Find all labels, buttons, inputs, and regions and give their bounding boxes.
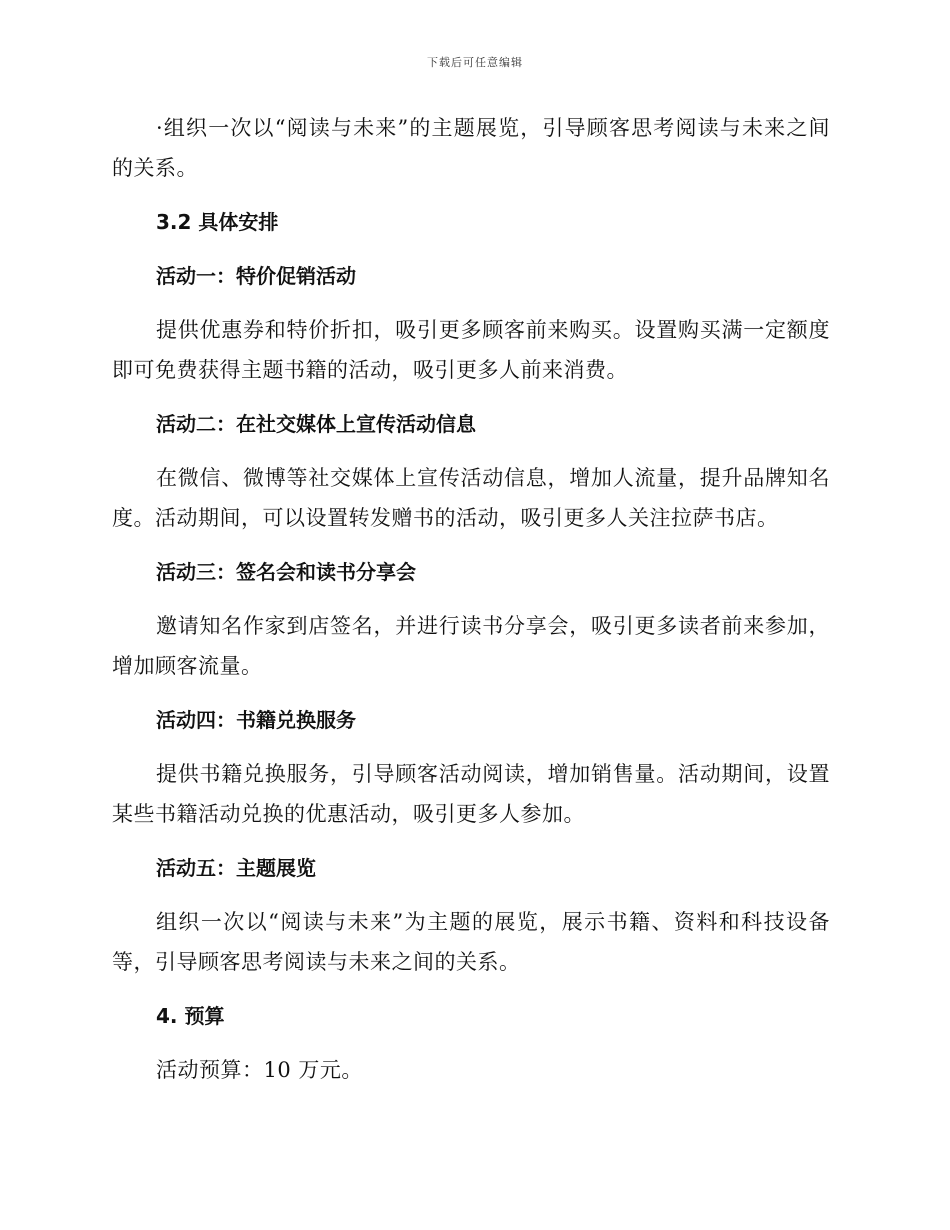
activity-heading-4: 活动四：书籍兑换服务 (156, 708, 356, 732)
document-body (112, 108, 830, 1104)
activity-heading-5: 活动五：主题展览 (156, 856, 316, 880)
budget-paragraph: 活动预算：10 万元。 (156, 1058, 363, 1082)
activity-paragraph-1: 提供优惠券和特价折扣，吸引更多顾客前来购买。设置购买满一定额度即可免费获得主题书籍的活动，吸引更多人前来消费。 (112, 318, 830, 382)
activity-paragraph-3: 邀请知名作家到店签名，并进行读书分享会，吸引更多读者前来参加，增加顾客流量。 (112, 614, 830, 678)
activity-paragraph-4: 提供书籍兑换服务，引导顾客活动阅读，增加销售量。活动期间，设置某些书籍活动兑换的优惠活动，吸引更多人参加。 (112, 762, 830, 826)
activity-heading-1: 活动一：特价促销活动 (156, 264, 356, 288)
activity-heading-3: 活动三：签名会和读书分享会 (156, 560, 416, 584)
activity-paragraph-2: 在微信、微博等社交媒体上宣传活动信息，增加人流量，提升品牌知名度。活动期间，可以设置转发赠书的活动，吸引更多人关注拉萨书店。 (112, 466, 830, 530)
section-heading-arrangement: 3.2 具体安排 (156, 210, 279, 234)
section-heading-budget: 4. 预算 (156, 1004, 225, 1028)
activity-paragraph-5: 组织一次以“阅读与未来”为主题的展览，展示书籍、资料和科技设备等，引导顾客思考阅读与未来之间的关系。 (112, 910, 830, 974)
page-header: 下载后可任意编辑 (427, 56, 523, 69)
activity-heading-2: 活动二：在社交媒体上宣传活动信息 (156, 412, 476, 436)
paragraph-exhibition-bullet: ·组织一次以“阅读与未来”的主题展览，引导顾客思考阅读与未来之间的关系。 (112, 116, 830, 180)
